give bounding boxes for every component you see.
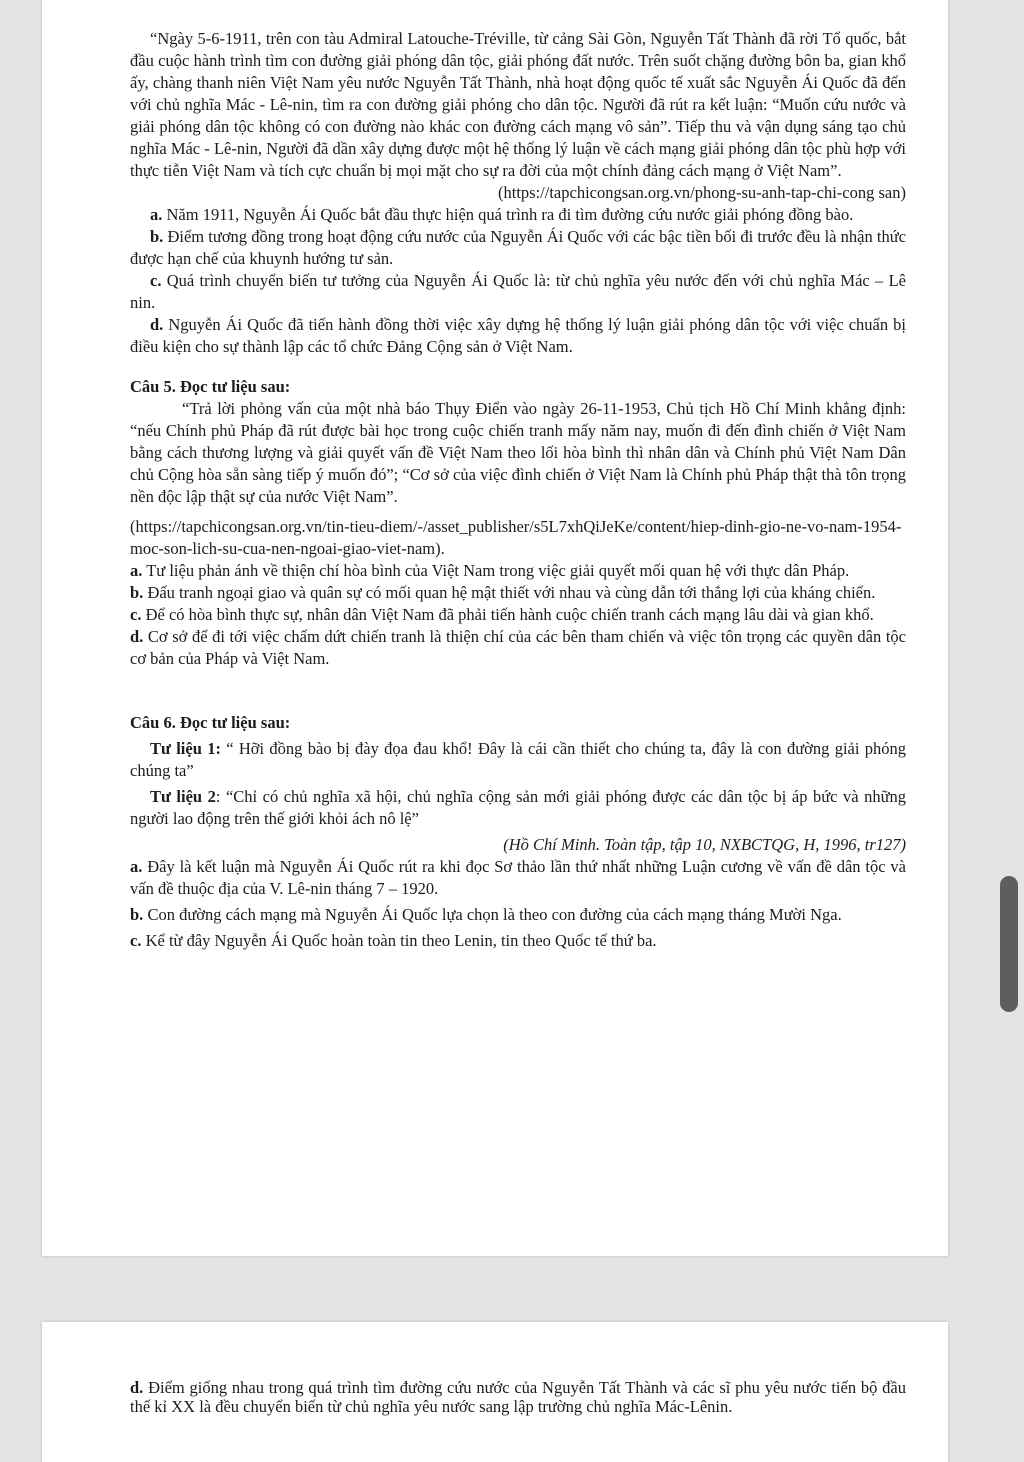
q6-citation: (Hồ Chí Minh. Toàn tập, tập 10, NXBCTQG, H, 1996, tr127) <box>503 835 906 854</box>
q4-source: (https://tapchicongsan.org.vn/phong-su-anh-tap-chi-cong san) <box>498 183 906 202</box>
q5-option-b: b. Đấu tranh ngoại giao và quân sự có mối quan hệ mật thiết với nhau và cùng dẫn tới thắng lợi của kháng chiến. <box>130 583 876 602</box>
q6-option-b: b. Con đường cách mạng mà Nguyễn Ái Quốc lựa chọn là theo con đường của cách mạng tháng Mười Nga. <box>130 905 842 924</box>
q4-option-a: a. Năm 1911, Nguyễn Ái Quốc bắt đầu thực hiện quá trình ra đi tìm đường cứu nước giải phóng đồng bào. <box>150 205 854 224</box>
document-page-1 <box>42 0 948 1256</box>
document-page-2 <box>42 1322 948 1462</box>
q5-option-d: d. Cơ sở để đi tới việc chấm dứt chiến tranh là thiện chí của các bên tham chiến và việc tôn trọng các quyền dân tộc cơ bản của Pháp và Việt Nam. <box>130 627 906 668</box>
q6-option-d: d. Điểm giống nhau trong quá trình tìm đường cứu nước của Nguyễn Tất Thành và các sĩ phu yêu nước tiến bộ đầu thế kỉ XX là đều chuyển biến từ chủ nghĩa yêu nước sang lập trường chủ nghĩa Mác-Lênin. <box>130 1378 906 1416</box>
q5-option-c: c. Để có hòa bình thực sự, nhân dân Việt Nam đã phải tiến hành cuộc chiến tranh cách mạng lâu dài và gian khổ. <box>130 605 874 624</box>
scrollbar-thumb[interactable] <box>1000 876 1018 1012</box>
q4-option-c: c. Quá trình chuyển biến tư tưởng của Nguyễn Ái Quốc là: từ chủ nghĩa yêu nước đến với chủ nghĩa Mác – Lê nin. <box>130 271 906 312</box>
q5-heading: Câu 5. Đọc tư liệu sau: <box>130 377 291 396</box>
q6-option-a: a. Đây là kết luận mà Nguyễn Ái Quốc rút ra khi đọc Sơ thảo lần thứ nhất những Luận cương về vấn đề dân tộc và vấn đề thuộc địa của V. Lê-nin tháng 7 – 1920. <box>130 857 906 898</box>
q6-heading: Câu 6. Đọc tư liệu sau: <box>130 713 291 732</box>
q6-document-1: Tư liệu 1: “ Hỡi đồng bào bị đày đọa đau khổ! Đây là cái cần thiết cho chúng ta, đây là con đường giải phóng chúng ta” <box>130 739 907 780</box>
q4-option-b: b. Điểm tương đồng trong hoạt động cứu nước của Nguyễn Ái Quốc với các bậc tiền bối đi trước đều là nhận thức được hạn chế của khuynh hướng tư sản. <box>130 227 906 268</box>
q4-quote: “Ngày 5-6-1911, trên con tàu Admiral Latouche-Tréville, từ cảng Sài Gòn, Nguyễn Tất Thành đã rời Tổ quốc, bắt đầu cuộc hành trình tìm con đường giải phóng dân tộc, giải phóng đất nước. Trên suốt chặng đường bôn ba, gian khổ ấy, chàng thanh niên Việt Nam yêu nước Nguyễn Tất Thành, nhà hoạt động quốc tế xuất sắc Nguyễn Ái Quốc đã đến với chủ nghĩa Mác - Lê-nin, tìm ra con đường giải phóng cho dân tộc. Người đã rút ra kết luận: “Muốn cứu nước và giải phóng dân tộc không có con đường nào khác con đường cách mạng vô sản”. Tiếp thu và vận dụng sáng tạo chủ nghĩa Mác - Lê-nin, Người đã dần xây dựng được một hệ thống lý luận về cách mạng giải phóng dân tộc phù hợp với thực tiễn Việt Nam và tích cực chuẩn bị mọi mặt cho sự ra đời của một chính đảng cách mạng ở Việt Nam”. <box>130 29 906 180</box>
q4-option-d: d. Nguyễn Ái Quốc đã tiến hành đồng thời việc xây dựng hệ thống lý luận giải phóng dân tộc với việc chuẩn bị điều kiện cho sự thành lập các tổ chức Đảng Cộng sản ở Việt Nam. <box>130 315 906 356</box>
q6-option-c: c. Kể từ đây Nguyễn Ái Quốc hoàn toàn tin theo Lenin, tin theo Quốc tế thứ ba. <box>130 931 657 950</box>
q5-source: (https://tapchicongsan.org.vn/tin-tieu-diem/-/asset_publisher/s5L7xhQiJeKe/content/hiep-dinh-gio-ne-vo-nam-1954-moc-son-lich-su-cua-nen-ngoai-giao-viet-nam). <box>130 517 902 558</box>
q5-quote: “Trả lời phỏng vấn của một nhà báo Thụy Điển vào ngày 26-11-1953, Chủ tịch Hồ Chí Minh khẳng định: “nếu Chính phủ Pháp đã rút được bài học trong cuộc chiến tranh mấy năm nay, muốn đi đến đình chiến ở Việt Nam bằng cách thương lượng và giải quyết vấn đề Việt Nam theo lối hòa bình thì nhân dân và Chính phủ Việt Nam Dân chủ Cộng hòa sẵn sàng tiếp ý muốn đó”; “Cơ sở của việc đình chiến ở Việt Nam là Chính phủ Pháp thật thà tôn trọng nền độc lập thật sự của nước Việt Nam”. <box>130 399 906 506</box>
q6-document-2: Tư liệu 2: “Chỉ có chủ nghĩa xã hội, chủ nghĩa cộng sản mới giải phóng được các dân tộc bị áp bức và những người lao động trên thế giới khỏi ách nô lệ” <box>130 787 907 828</box>
q5-option-a: a. Tư liệu phản ánh về thiện chí hòa bình của Việt Nam trong việc giải quyết mối quan hệ với thực dân Pháp. <box>130 561 850 580</box>
